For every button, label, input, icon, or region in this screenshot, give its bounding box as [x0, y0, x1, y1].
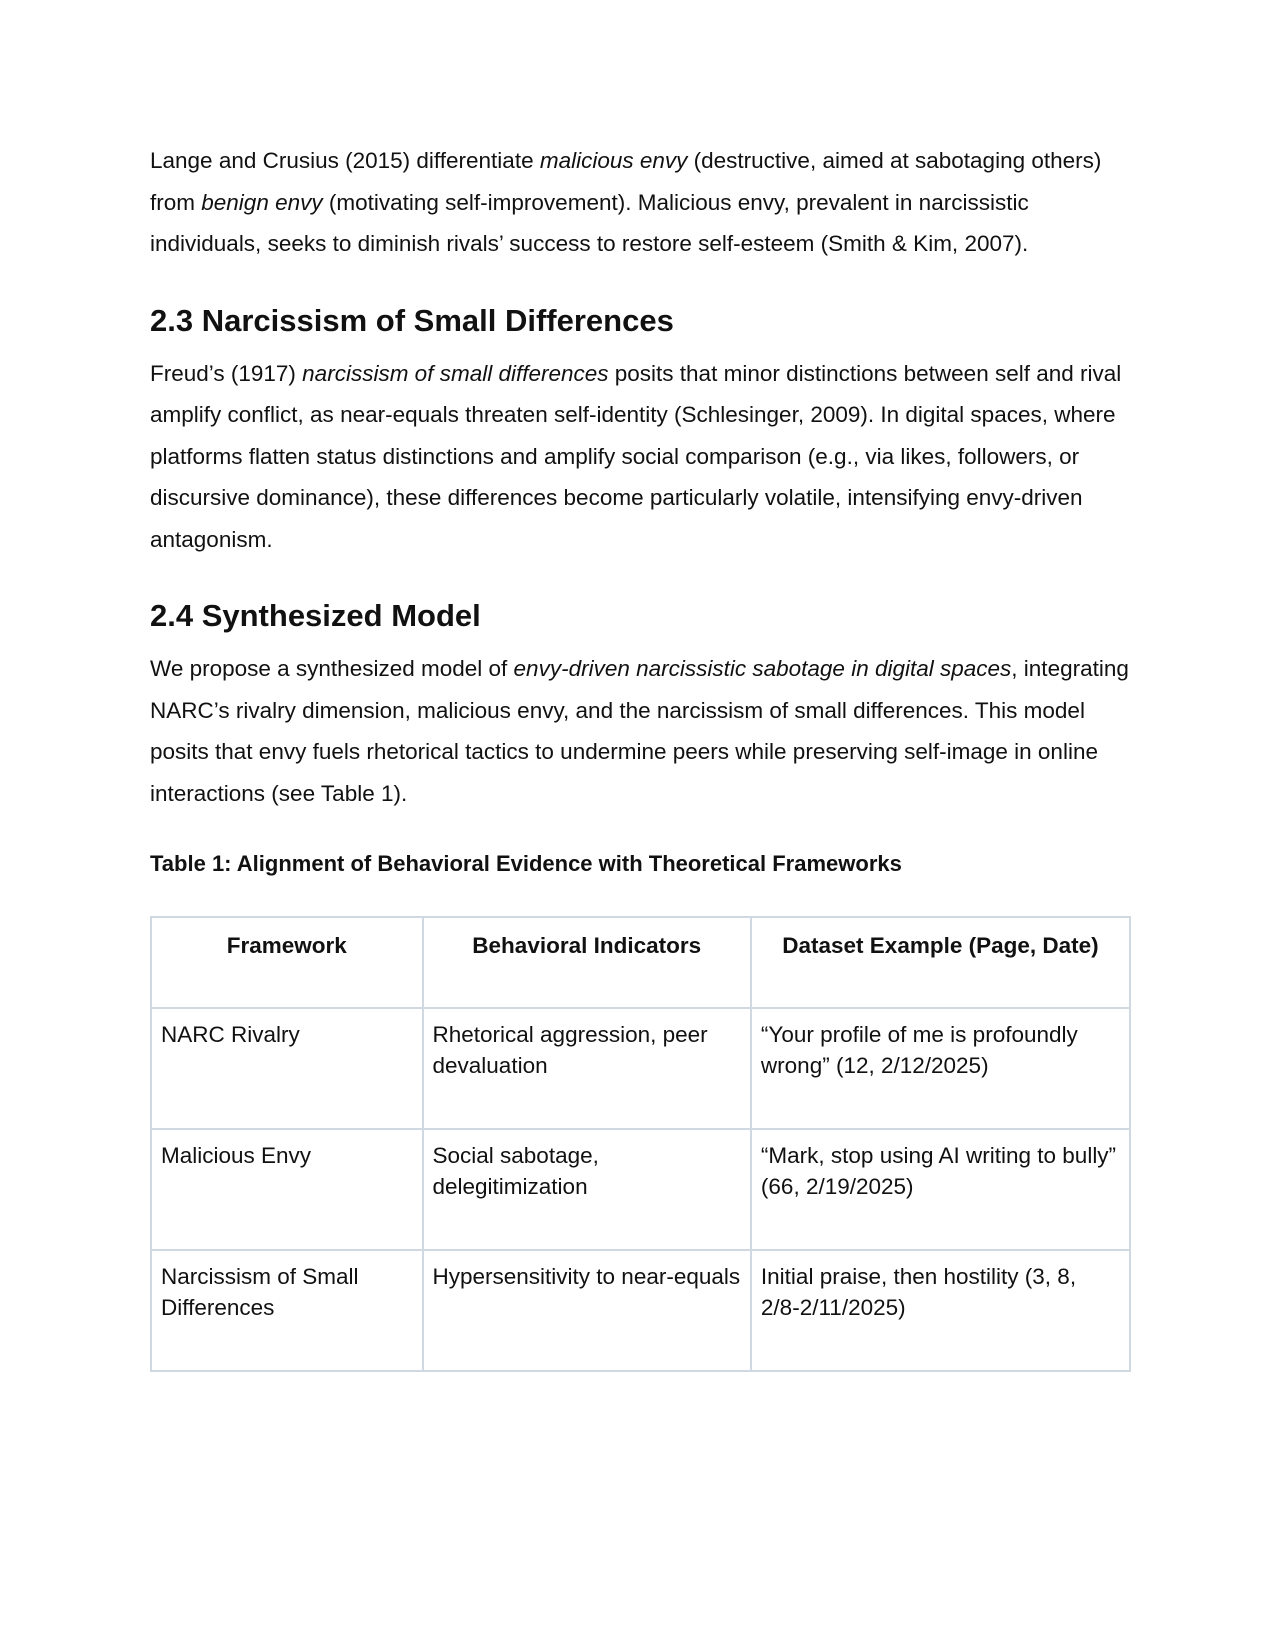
emphasis-benign-envy: benign envy [201, 189, 323, 215]
cell-framework: Malicious Envy [151, 1129, 423, 1250]
emphasis-small-differences: narcissism of small differences [302, 360, 609, 386]
paragraph-small-differences [150, 353, 1130, 561]
header-framework: Framework [151, 917, 423, 1008]
paragraph-synthesized-model [150, 648, 1130, 814]
section-heading-2-3: 2.3 Narcissism of Small Differences [150, 302, 674, 338]
table-row [151, 1008, 1130, 1129]
table-caption: Table 1: Alignment of Behavioral Evidence with Theoretical Frameworks [150, 851, 902, 876]
header-dataset-example: Dataset Example (Page, Date) [751, 917, 1130, 1008]
emphasis-malicious-envy: malicious envy [539, 148, 688, 173]
cell-indicators: Hypersensitivity to near-equals [423, 1250, 751, 1371]
table-header-row [151, 917, 1130, 1008]
cell-example: “Your profile of me is profoundly wrong” (12, 2/12/2025) [751, 1008, 1130, 1129]
text-span: posits that minor distinctions between self and rival amplify conflict, as near-equals threaten self-identity (Schlesinger, 2009). In digital spaces, where platforms flatten status distinctions and amplify social comparison (e.g., via likes, followers, or discursive dominance), these differences become particularly volatile, intensifying envy-driven antagonism. [150, 360, 1122, 552]
cell-example: “Mark, stop using AI writing to bully” (66, 2/19/2025) [751, 1129, 1130, 1250]
section-heading-2-4: 2.4 Synthesized Model [150, 598, 481, 633]
cell-framework: NARC Rivalry [151, 1008, 423, 1129]
framework-table [150, 916, 1131, 1372]
cell-framework: Narcissism of Small Differences [151, 1250, 423, 1371]
header-behavioral-indicators: Behavioral Indicators [423, 917, 751, 1008]
table-row [151, 1129, 1130, 1250]
cell-example: Initial praise, then hostility (3, 8, 2/8-2/11/2025) [751, 1250, 1130, 1371]
text-span: Lange and Crusius (2015) differentiate [150, 148, 540, 173]
text-span: We propose a synthesized model of [150, 656, 514, 681]
text-span: Freud’s (1917) [150, 360, 303, 386]
text-span: (motivating self-improvement). Malicious envy, prevalent in narcissistic individuals, seeks to diminish rivals’ success to restore self-esteem (Smith & Kim, 2007). [150, 189, 1029, 256]
paragraph-envy-types [150, 140, 1130, 265]
text-span: (destructive, aimed at sabotaging others) from [150, 148, 1102, 215]
table-row [151, 1250, 1130, 1371]
cell-indicators: Social sabotage, delegitimization [423, 1129, 751, 1250]
page-content [150, 140, 1130, 1372]
emphasis-model-name: envy-driven narcissistic sabotage in digital spaces [513, 656, 1012, 681]
cell-indicators: Rhetorical aggression, peer devaluation [423, 1008, 751, 1129]
text-span: , integrating NARC’s rivalry dimension, malicious envy, and the narcissism of small differences. This model posits that envy fuels rhetorical tactics to undermine peers while preserving self-image in online interactions (see Table 1). [150, 656, 1129, 806]
